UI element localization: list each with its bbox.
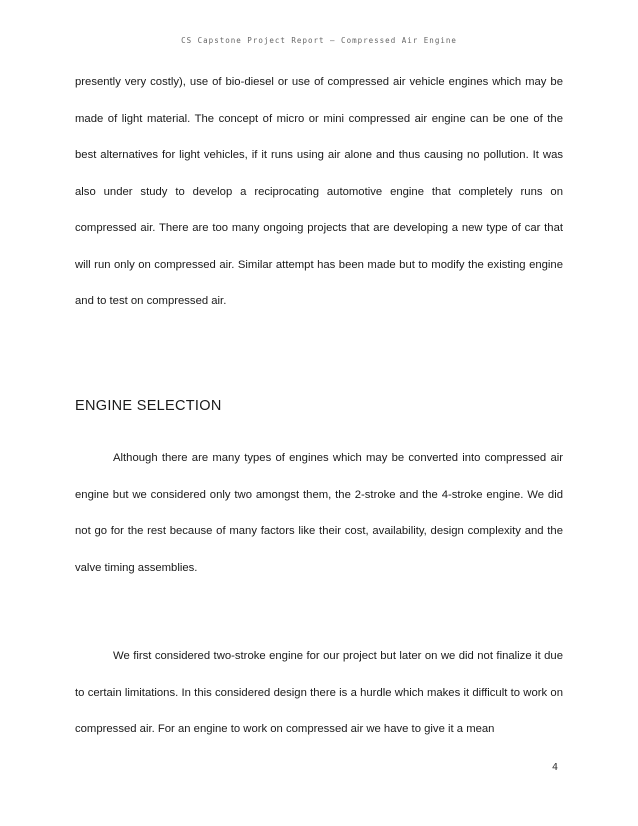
section-heading: ENGINE SELECTION <box>75 398 222 414</box>
page-number: 4 <box>552 762 559 773</box>
running-header: CS Capstone Project Report — Compressed Air Engine <box>181 36 457 45</box>
body-paragraph-two-stroke: We first considered two-stroke engine for our project but later on we did not finalize it due to certain limitations. In this considered design there is a hurdle which makes it difficult to work on compressed air. For an engine to work on compressed air we have to give it a mean <box>75 650 563 735</box>
body-paragraph-intro: presently very costly), use of bio-diesel or use of compressed air vehicle engines which may be made of light material. The concept of micro or mini compressed air engine can be one of the best alternatives for light vehicles, if it runs using air alone and thus causing no pollution. It was also under study to develop a reciprocating automotive engine that completely runs on compressed air. There are too many ongoing projects that are developing a new type of car that will run only on compressed air. Similar attempt has been made but to modify the existing engine and to test on compressed air. <box>75 76 563 307</box>
body-paragraph-engine-types: Although there are many types of engines which may be converted into compressed air engine but we considered only two amongst them, the 2-stroke and the 4-stroke engine. We did not go for the rest because of many factors like their cost, availability, design complexity and the valve timing assemblies. <box>75 452 563 574</box>
